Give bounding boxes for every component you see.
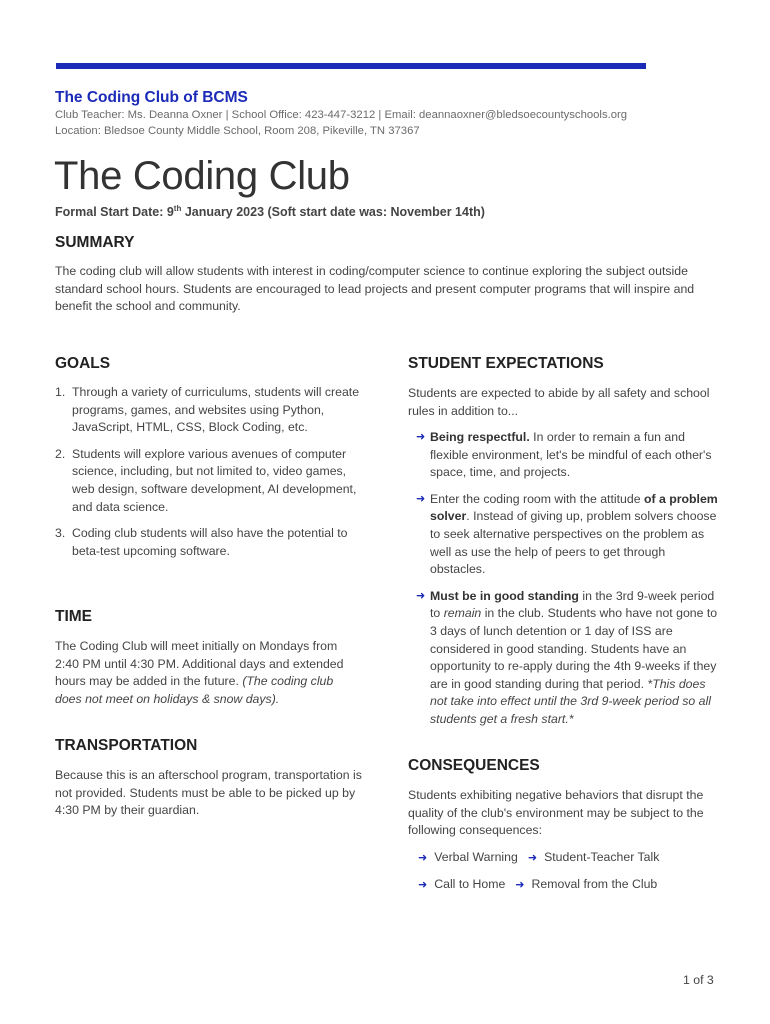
list-item: ➜ Enter the coding room with the attitude of a problem solver. Instead of giving up, problem solvers choose to seek alternative perspectives on the problem as well as use the help of peers to get through obstacles. — [416, 491, 718, 577]
list-item: 2. Students will explore various avenues of computer science, including, but not limited to, video games, web design, software development, AI development, and data science. — [55, 446, 357, 514]
org-name: The Coding Club of BCMS — [55, 89, 248, 106]
list-item: ➜ Being respectful. In order to remain a fun and flexible environment, let's be mindful of each other's space, time, and projects. — [416, 430, 712, 480]
consequences-intro: Students exhibiting negative behaviors that disrupt the quality of the club's environment may be subject to the following consequences: — [408, 788, 704, 838]
expectations-intro: Students are expected to abide by all safety and school rules in addition to... — [408, 386, 710, 418]
list-item: 3. Coding club students will also have the potential to beta-test upcoming software. — [55, 526, 348, 558]
page-title: The Coding Club — [54, 154, 350, 198]
arrow-right-icon: ➜ — [515, 878, 525, 891]
summary-heading: SUMMARY — [55, 234, 135, 251]
expectations-list — [408, 429, 718, 738]
transportation-text: Because this is an afterschool program, transportation is not provided. Students must be able to be picked up by 4:30 PM by their guardian. — [55, 768, 362, 818]
arrow-right-icon: ➜ — [416, 431, 426, 443]
list-item: ➜ Student-Teacher Talk — [527, 850, 660, 864]
list-item: 1. Through a variety of curriculums, students will create programs, games, and websites using Python, JavaScript, HTML, CSS, Block Coding, etc. — [55, 385, 360, 435]
header-rule — [56, 63, 646, 69]
contact-info: Club Teacher: Ms. Deanna Oxner | School Office: 423-447-3212 | Email: deannaoxner@bledsoecountyschools.org — [55, 109, 628, 121]
consequences-row — [418, 850, 659, 864]
transportation-heading: TRANSPORTATION — [55, 737, 198, 754]
list-item: ➜ Verbal Warning — [418, 850, 518, 864]
list-item: ➜ Must be in good standing in the 3rd 9-week period to remain in the club. Students who have not gone to 3 days of lunch detention or 1 day of ISS are considered in good standing. Students have an opportunity to re-apply during the 4th 9-weeks if they are in good standing during that period. *This does not take into effect until the 3rd 9-week period so all students get a fresh start.* — [416, 588, 718, 726]
arrow-right-icon: ➜ — [527, 851, 538, 864]
list-item: ➜ Removal from the Club — [515, 877, 658, 891]
page-number: 1 of 3 — [683, 973, 714, 987]
start-date: Formal Start Date: 9th January 2023 (Soft start date was: November 14th) — [55, 203, 485, 219]
arrow-right-icon: ➜ — [418, 878, 428, 891]
consequences-heading: CONSEQUENCES — [408, 757, 540, 774]
arrow-right-icon: ➜ — [416, 492, 426, 505]
list-item: ➜ Call to Home — [418, 877, 506, 891]
arrow-right-icon: ➜ — [418, 851, 428, 864]
time-text: The Coding Club will meet initially on Mondays from 2:40 PM until 4:30 PM. Additional days and extended hours may be added in the future. (The coding club does not meet on holidays & snow days). — [55, 639, 344, 706]
time-heading: TIME — [55, 608, 93, 625]
summary-text: The coding club will allow students with interest in coding/computer science to continue exploring the subject outside standard school hours. Students are encouraged to lead projects and present computer programs that will inspire and benefit the school and community. — [55, 264, 695, 314]
goals-list — [55, 384, 360, 569]
consequences-row — [418, 877, 657, 891]
location-info: Location: Bledsoe County Middle School, Room 208, Pikeville, TN 37367 — [55, 125, 420, 137]
goals-heading: GOALS — [55, 355, 111, 372]
arrow-right-icon: ➜ — [416, 589, 426, 602]
expectations-heading: STUDENT EXPECTATIONS — [408, 355, 604, 372]
